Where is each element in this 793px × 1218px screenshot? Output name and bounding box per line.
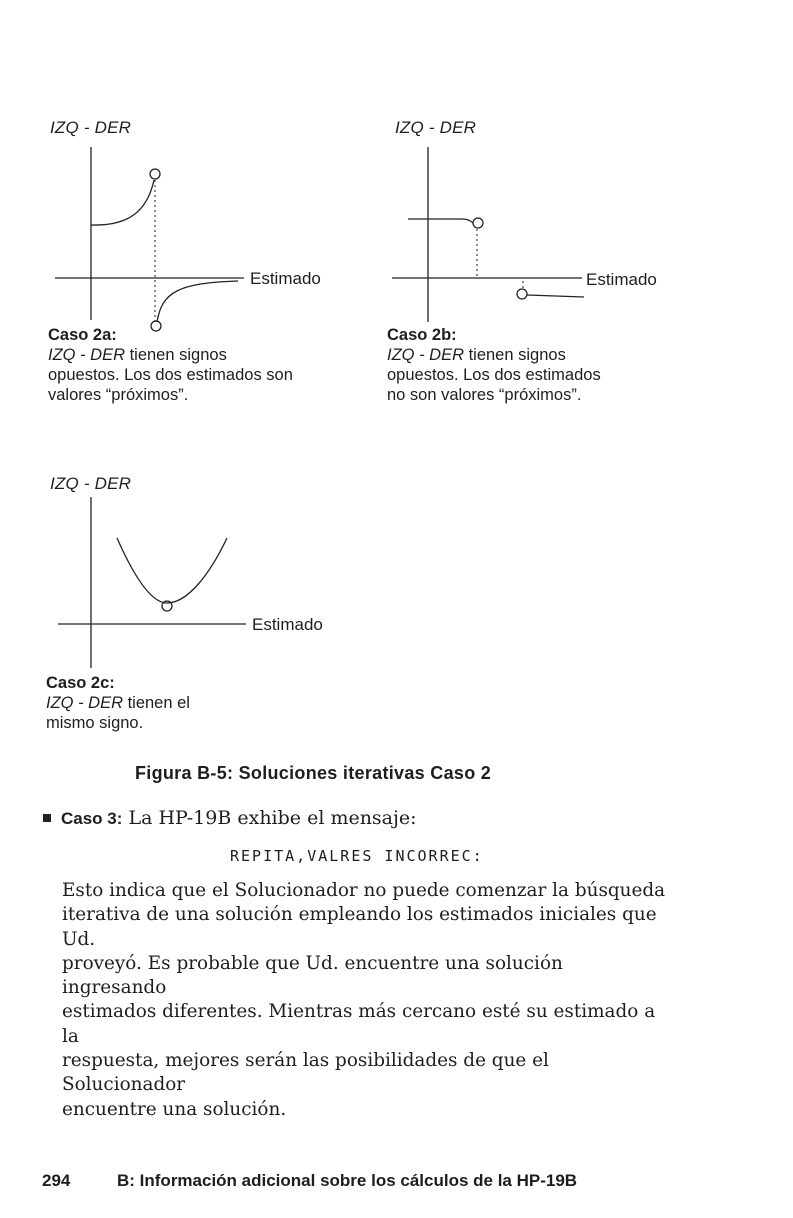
graph-2b-x-label: Estimado	[586, 270, 657, 289]
caption-2a-line1: tienen signos	[125, 346, 227, 364]
graph-2a-x-label: Estimado	[250, 269, 321, 288]
graph-2c-y-label: IZQ - DER	[50, 474, 132, 493]
graph-2c-parabola	[117, 538, 227, 603]
body-line: estimados diferentes. Mientras más cercano esté su estimado a la	[62, 1001, 656, 1047]
case3-text: La HP-19B exhibe el mensaje:	[122, 807, 417, 829]
caption-2c-subject: IZQ - DER	[46, 694, 123, 712]
caption-2c-line2: mismo signo.	[46, 714, 144, 732]
caption-2c-line1: tienen el	[123, 694, 190, 712]
running-footer: B: Información adicional sobre los cálculos de la HP-19B	[117, 1171, 578, 1190]
body-line: encuentre una solución.	[62, 1098, 287, 1120]
body-line: iterativa de una solución empleando los estimados iniciales que Ud.	[62, 904, 657, 950]
caption-2c-title: Caso 2c:	[46, 674, 115, 692]
graph-2b-y-label: IZQ - DER	[395, 118, 477, 137]
graph-2c-x-label: Estimado	[252, 615, 323, 634]
body-line: Esto indica que el Solucionador no puede comenzar la búsqueda	[62, 880, 666, 901]
caption-2a-line2: opuestos. Los dos estimados son	[48, 366, 293, 384]
caption-2a-title: Caso 2a:	[48, 326, 117, 344]
caption-2b-line1: tienen signos	[464, 346, 566, 364]
caption-2b-line2: opuestos. Los dos estimados	[387, 366, 601, 384]
body-line: respuesta, mejores serán las posibilidades de que el Solucionador	[62, 1050, 549, 1096]
body-paragraph	[62, 879, 672, 1122]
bullet-icon	[43, 814, 51, 822]
caption-2b-subject: IZQ - DER	[387, 346, 464, 364]
calculator-display-message: REPITA,VALRES INCORREC:	[230, 847, 484, 865]
caption-2a-subject: IZQ - DER	[48, 346, 125, 364]
caption-2c	[46, 673, 190, 733]
graph-2a-y-label: IZQ - DER	[50, 118, 132, 137]
case3-label: Caso 3:	[61, 809, 123, 828]
caption-2b-title: Caso 2b:	[387, 326, 457, 344]
caption-2b-line3: no son valores “próximos”.	[387, 386, 582, 404]
case3-paragraph	[43, 807, 417, 829]
caption-2a-line3: valores “próximos”.	[48, 386, 189, 404]
page-number: 294	[42, 1171, 71, 1190]
body-line: proveyó. Es probable que Ud. encuentre una solución ingresando	[62, 952, 563, 999]
figure-title: Figura B-5: Soluciones iterativas Caso 2	[135, 763, 492, 783]
